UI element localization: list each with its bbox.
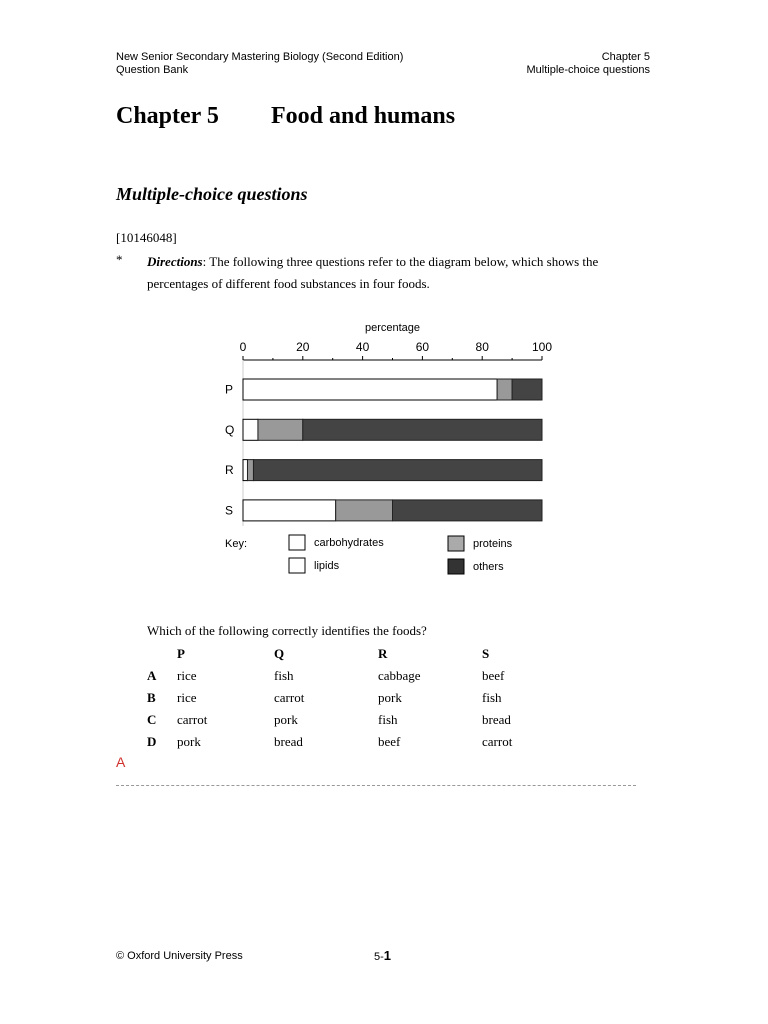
option-letter: B — [147, 690, 156, 705]
option-food: cabbage — [378, 668, 421, 683]
bar-segment-proteins — [497, 379, 512, 400]
option-food: carrot — [482, 734, 513, 749]
option-food: carrot — [177, 712, 208, 727]
directions-text: : The following three questions refer to the diagram below, which shows the percentages of different food substances in four foods. — [147, 254, 599, 291]
bar-segment-proteins — [247, 460, 253, 481]
directions-label: Directions — [147, 254, 203, 269]
legend-label: lipids — [314, 560, 340, 572]
column-header-s: S — [482, 646, 490, 661]
chapter-number: Chapter 5 — [116, 103, 219, 129]
legend-label: proteins — [473, 538, 513, 550]
option-food: beef — [482, 668, 505, 683]
option-food: pork — [378, 690, 402, 705]
bar-segment-lipids — [243, 500, 336, 521]
question-marker: * — [116, 252, 123, 267]
legend-swatch — [289, 558, 305, 573]
option-food: pork — [274, 712, 298, 727]
food-composition-chart — [216, 314, 576, 584]
column-header-p: P — [177, 646, 185, 661]
bar-segment-proteins — [336, 500, 393, 521]
option-food: fish — [274, 668, 294, 683]
option-letter-header — [147, 643, 177, 665]
legend-swatch — [289, 535, 305, 550]
x-tick-label: 20 — [296, 340, 310, 354]
option-letter: D — [147, 734, 157, 749]
page-title — [116, 103, 455, 130]
option-letter: C — [147, 712, 157, 727]
option-row-b[interactable] — [147, 687, 562, 709]
option-row-c[interactable] — [147, 709, 562, 731]
category-label: Q — [225, 422, 235, 437]
category-label: R — [225, 463, 234, 478]
legend-title: Key: — [225, 538, 248, 550]
section-heading: Multiple-choice questions — [116, 184, 308, 204]
running-header-left — [116, 51, 403, 77]
option-food: fish — [378, 712, 398, 727]
running-header-right — [526, 51, 650, 77]
options-table — [147, 643, 562, 753]
legend-label: others — [473, 561, 504, 573]
page-number-value: 1 — [383, 948, 392, 963]
x-tick-label: 80 — [475, 340, 489, 354]
bar-segment-carbohydrates — [243, 460, 247, 481]
bar-segment-proteins — [258, 419, 303, 440]
options-header-row — [147, 643, 562, 665]
option-row-a[interactable] — [147, 665, 562, 687]
bar-segment-lipids — [243, 419, 258, 440]
bar-segment-others — [393, 500, 543, 521]
question-stem: Which of the following correctly identifies the foods? — [147, 623, 427, 638]
option-food: bread — [482, 712, 511, 727]
bar-segment-carbohydrates — [243, 379, 497, 400]
directions — [147, 251, 637, 295]
copyright: © Oxford University Press — [116, 950, 243, 962]
category-label: S — [225, 503, 234, 518]
header-section: Multiple-choice questions — [526, 64, 650, 76]
x-tick-label: 100 — [531, 340, 553, 354]
option-food: fish — [482, 690, 502, 705]
bar-segment-others — [253, 460, 542, 481]
bar-segment-others — [512, 379, 542, 400]
answer-key: A — [116, 754, 126, 770]
legend-swatch — [448, 536, 464, 551]
option-food: pork — [177, 734, 201, 749]
x-tick-label: 40 — [355, 340, 370, 354]
divider — [116, 785, 636, 786]
question-id: [10146048] — [116, 230, 177, 245]
chapter-name: Food and humans — [271, 103, 456, 129]
page-prefix: 5- — [374, 951, 384, 963]
book-subtitle: Question Bank — [116, 64, 189, 76]
legend-swatch — [448, 559, 464, 574]
page-number — [374, 948, 391, 963]
x-tick-label: 60 — [415, 340, 430, 354]
option-food: rice — [177, 668, 197, 683]
column-header-q: Q — [274, 646, 285, 661]
option-food: beef — [378, 734, 401, 749]
option-food: carrot — [274, 690, 305, 705]
option-food: rice — [177, 690, 197, 705]
x-axis-label: percentage — [364, 322, 421, 334]
option-row-d[interactable] — [147, 731, 562, 753]
book-title: New Senior Secondary Mastering Biology (Second Edition) — [116, 51, 404, 63]
x-tick-label: 0 — [239, 340, 247, 354]
column-header-r: R — [378, 646, 388, 661]
header-chapter: Chapter 5 — [601, 51, 650, 63]
option-letter: A — [147, 668, 157, 683]
category-label: P — [225, 382, 234, 397]
bar-segment-others — [303, 419, 542, 440]
option-food: bread — [274, 734, 303, 749]
legend-label: carbohydrates — [314, 537, 384, 549]
